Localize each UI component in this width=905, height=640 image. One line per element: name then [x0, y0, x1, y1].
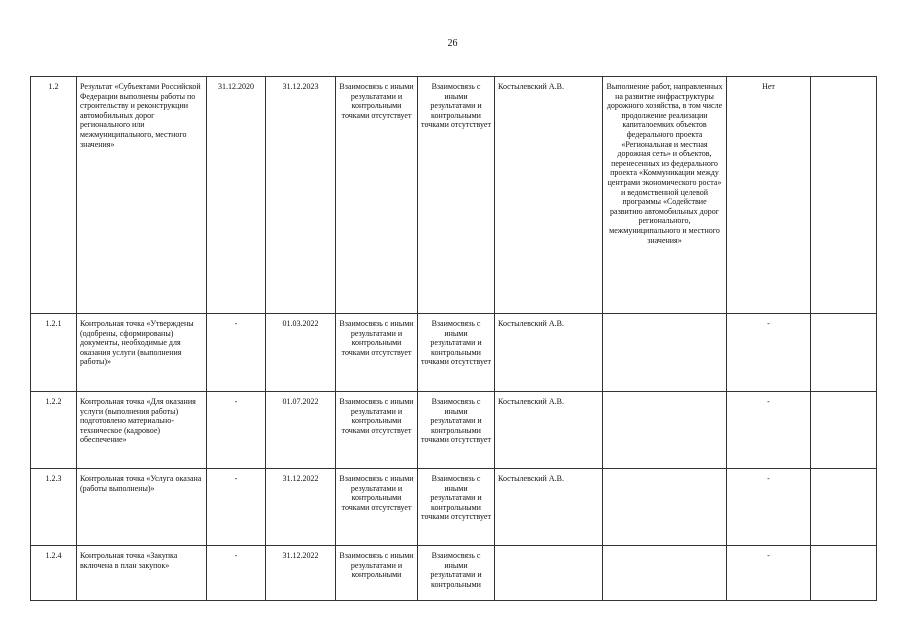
row-number: 1.2.4 [31, 546, 77, 601]
row-date-start: - [207, 314, 266, 392]
row-link-prev: Взаимосвязь с иными результатами и контрольными точками отсутствует [336, 469, 418, 546]
row-responsible: Костылевский А.В. [495, 392, 603, 469]
row-description: Выполнение работ, направленных на развитие инфраструктуры дорожного хозяйства, в том числе продолжение реализации капиталоемких объектов федерального проекта «Региональная и местная дорожная сеть» и объектов, перенесенных из федерального проекта «Коммуникации между центрами экономического роста» и ведомственной целевой программы «Содействие развитию автомобильных дорог регионального, межмуниципального и местного значения» [603, 77, 727, 314]
row-name: Контрольная точка «Для оказания услуги (выполнения работы) подготовлено материально-техническое (кадровое) обеспечение» [77, 392, 207, 469]
row-link-next: Взаимосвязь с иными результатами и контрольными точками отсутствует [418, 392, 495, 469]
row-name: Контрольная точка «Закупка включена в план закупок» [77, 546, 207, 601]
table-row [31, 392, 877, 469]
row-date-end: 31.12.2022 [266, 469, 336, 546]
row-responsible [495, 546, 603, 601]
row-name: Контрольная точка «Услуга оказана (работы выполнены)» [77, 469, 207, 546]
row-link-next: Взаимосвязь с иными результатами и контрольными точками отсутствует [418, 314, 495, 392]
row-date-end: 31.12.2023 [266, 77, 336, 314]
row-flag: Нет [727, 77, 811, 314]
row-responsible: Костылевский А.В. [495, 469, 603, 546]
row-name: Результат «Субъектами Российской Федерации выполнены работы по строительству и реконструкции автомобильных дорог регионального или межмуниципального, местного значения» [77, 77, 207, 314]
table-row [31, 469, 877, 546]
row-date-start: - [207, 469, 266, 546]
row-note [811, 77, 877, 314]
row-date-start: 31.12.2020 [207, 77, 266, 314]
row-note [811, 546, 877, 601]
row-number: 1.2.1 [31, 314, 77, 392]
row-note [811, 469, 877, 546]
row-date-end: 01.03.2022 [266, 314, 336, 392]
row-link-prev: Взаимосвязь с иными результатами и контрольными точками отсутствует [336, 314, 418, 392]
row-name: Контрольная точка «Утверждены (одобрены, сформированы) документы, необходимые для оказания услуги (выполнения работы)» [77, 314, 207, 392]
row-responsible: Костылевский А.В. [495, 314, 603, 392]
row-flag: - [727, 546, 811, 601]
plan-table [30, 76, 877, 601]
table-row [31, 314, 877, 392]
row-description [603, 314, 727, 392]
row-note [811, 314, 877, 392]
row-description [603, 546, 727, 601]
row-number: 1.2.2 [31, 392, 77, 469]
row-link-next: Взаимосвязь с иными результатами и контрольными точками отсутствует [418, 469, 495, 546]
row-link-next: Взаимосвязь с иными результатами и контрольными точками отсутствует [418, 77, 495, 314]
row-date-end: 31.12.2022 [266, 546, 336, 601]
row-note [811, 392, 877, 469]
row-link-prev: Взаимосвязь с иными результатами и контрольными точками отсутствует [336, 392, 418, 469]
row-number: 1.2 [31, 77, 77, 314]
row-link-prev: Взаимосвязь с иными результатами и контрольными точками отсутствует [336, 77, 418, 314]
row-description [603, 469, 727, 546]
row-description [603, 392, 727, 469]
table-row [31, 546, 877, 601]
row-date-start: - [207, 392, 266, 469]
row-flag: - [727, 469, 811, 546]
table-row [31, 77, 877, 314]
row-link-prev: Взаимосвязь с иными результатами и контрольными [336, 546, 418, 601]
row-date-start: - [207, 546, 266, 601]
row-responsible: Костылевский А.В. [495, 77, 603, 314]
row-link-next: Взаимосвязь с иными результатами и контрольными [418, 546, 495, 601]
row-date-end: 01.07.2022 [266, 392, 336, 469]
row-flag: - [727, 314, 811, 392]
row-flag: - [727, 392, 811, 469]
row-number: 1.2.3 [31, 469, 77, 546]
page-number: 26 [447, 38, 458, 49]
